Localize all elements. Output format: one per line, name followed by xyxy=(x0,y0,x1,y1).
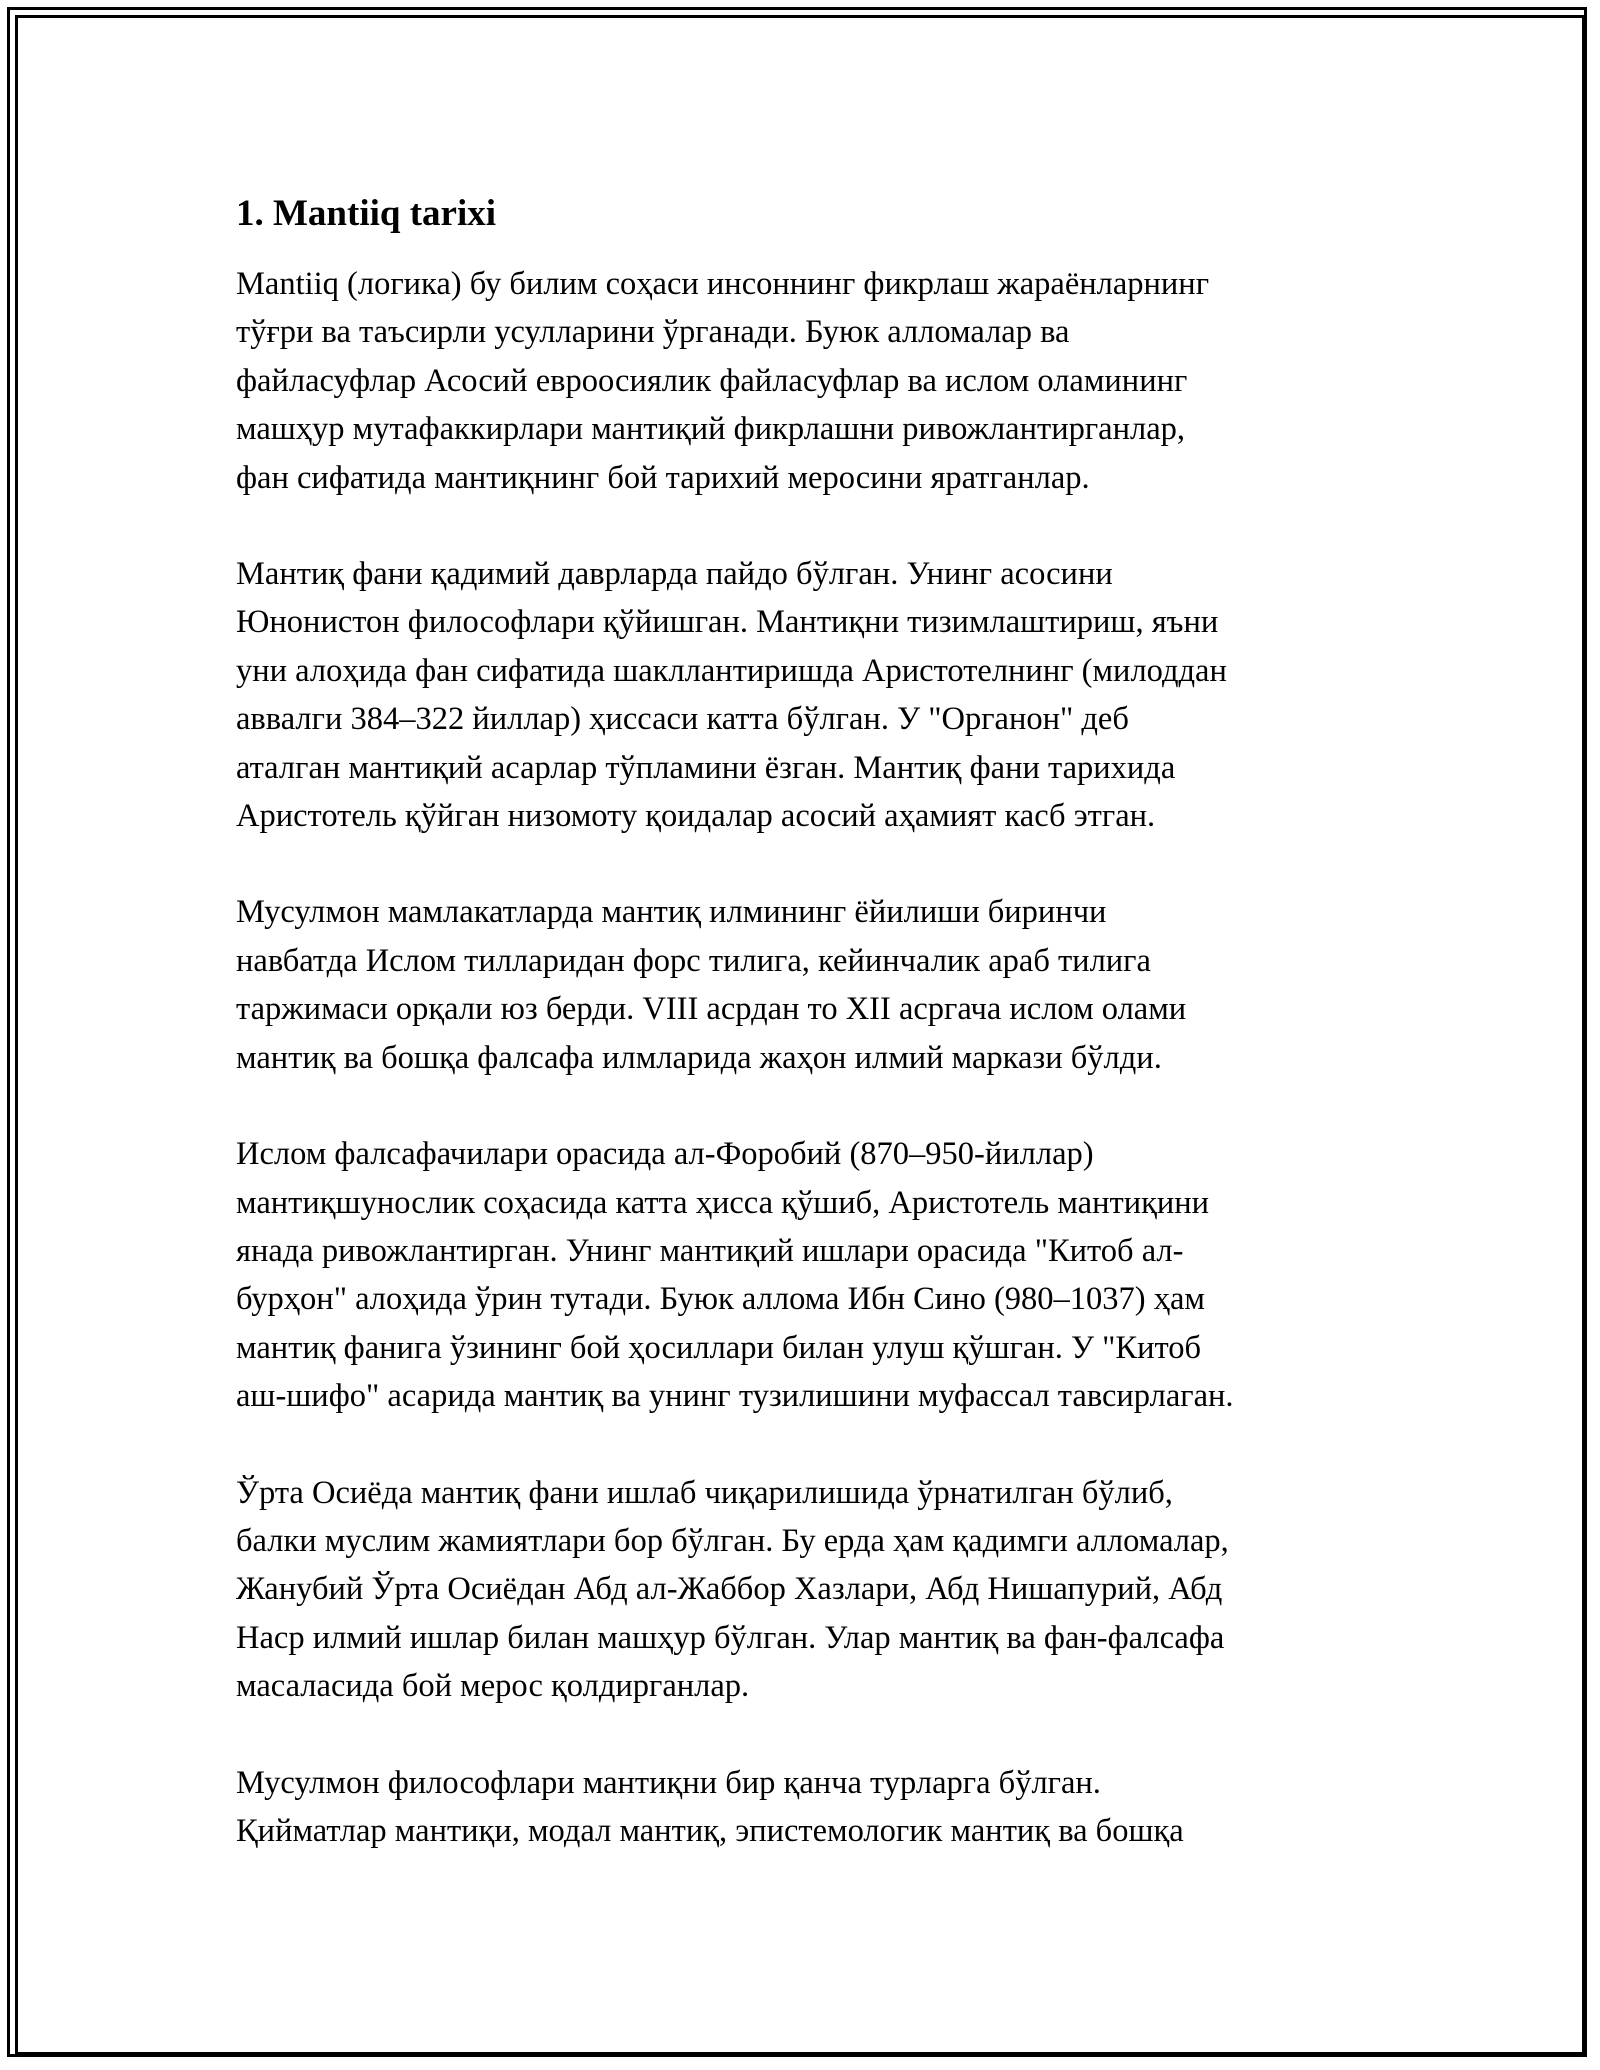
paragraph-3: Мусулмон мамлакатларда мантиқ илмининг ёйилиши биринчи навбатда Ислом тилларидан форс тилига, кейинчалик араб тилига таржимаси орқали юз берди. VIII асрдан то XII асргача ислом олами мантиқ ва бошқа фалсафа илмларида жаҳон илмий маркази бўлди. xyxy=(236,894,1187,1076)
paragraph-4: Ислом фалсафачилари орасида ал-Форобий (870–950-йиллар) мантиқшунослик соҳасида катта ҳисса қўшиб, Аристотель мантиқини янада ривожлантирган. Унинг мантиқий ишлари орасида "Китоб ал- бурҳон" алоҳида ўрин тутади. Буюк аллома Ибн Сино (980–1037) ҳам мантиқ фанига ўзининг бой ҳосиллари билан улуш қўшган. У "Китоб аш-шифо" асарида мантиқ ва унинг тузилишини муфассал тавсирлаган. xyxy=(236,1136,1234,1415)
paragraph-5: Ўрта Осиёда мантиқ фани ишлаб чиқарилишида ўрнатилган бўлиб, балки муслим жамиятлари бор бўлган. Бу ерда ҳам қадимги алломалар, Жанубий Ўрта Осиёдан Абд ал-Жаббор Хазлари, Абд Нишапурий, Абд Наср илмий ишлар билан машҳур бўлган. Улар мантиқ ва фан-фалсафа масаласида бой мерос қолдирганлар. xyxy=(236,1474,1229,1705)
document-body xyxy=(236,184,1376,1903)
paragraph-1: Mantiiq (логика) бу билим соҳаси инсоннинг фикрлаш жараёнларнинг тўғри ва таъсирли усулларини ўрганади. Буюк алломалар ва файласуфлар Асосий евроосиялик файласуфлар ва ислом оламининг машҳур мутафаккирлари мантиқий фикрлашни ривожлантирганлар, фан сифатида мантиқнинг бой тарихий меросини яратганлар. xyxy=(236,266,1210,496)
section-heading: 1. Mantiiq tarixi xyxy=(236,193,497,234)
paragraph-6: Мусулмон философлари мантиқни бир қанча турларга бўлган. Қийматлар мантиқи, модал мантиқ, эпистемологик мантиқ ва бошқа xyxy=(236,1764,1184,1849)
paragraph-2: Мантиқ фани қадимий даврларда пайдо бўлган. Унинг асосини Юнонистон философлари қўйишган. Мантиқни тизимлаштириш, яъни уни алоҳида фан сифатида шакллантиришда Аристотелнинг (милоддан аввалги 384–322 йиллар) ҳиссаси катта бўлган. У "Органон" деб аталган мантиқий асарлар тўпламини ёзган. Мантиқ фани тарихида Аристотель қўйган низомоту қоидалар асосий аҳамият касб этган. xyxy=(236,556,1227,835)
